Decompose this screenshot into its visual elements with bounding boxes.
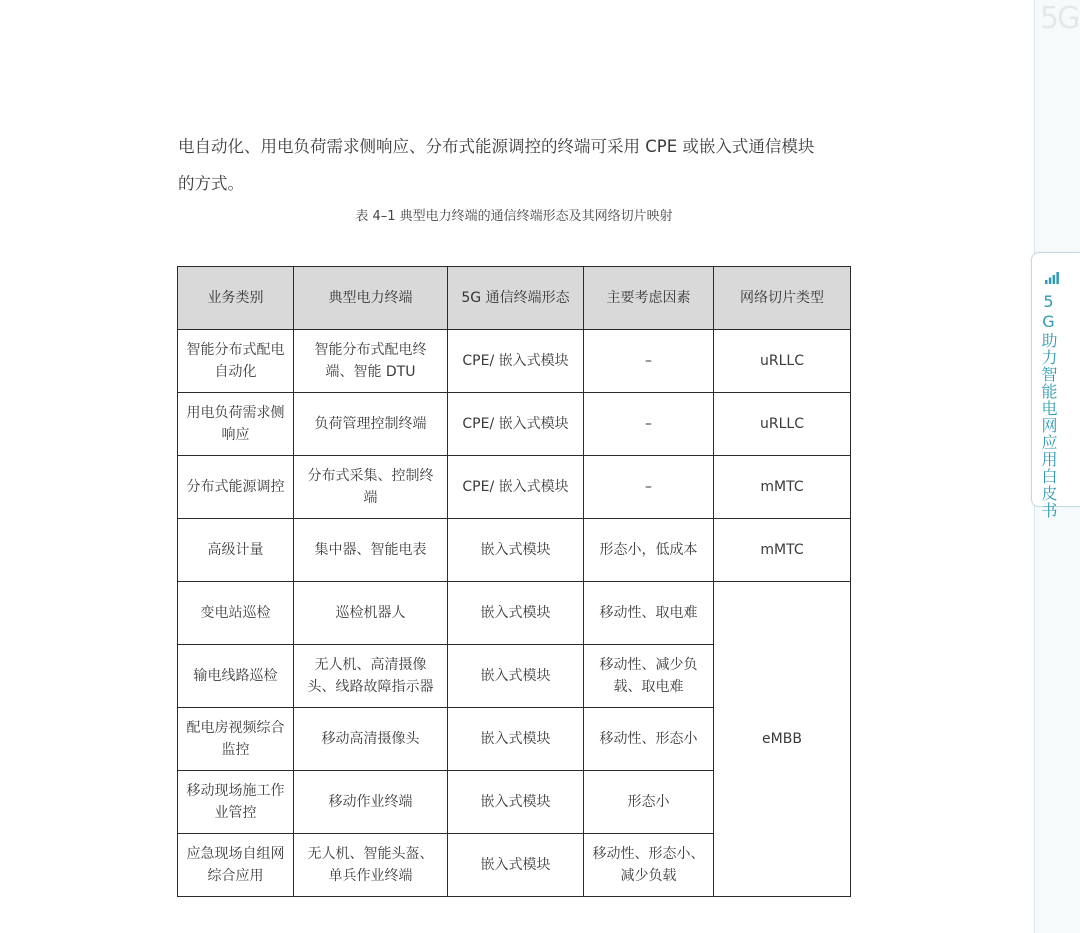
cell-slice-type: uRLLC (714, 393, 851, 456)
cell-typical-terminal: 分布式采集、控制终端 (294, 456, 448, 519)
header-typical-terminal: 典型电力终端 (294, 267, 448, 330)
cell-typical-terminal: 移动作业终端 (294, 771, 448, 834)
cell-typical-terminal: 无人机、高清摄像头、线路故障指示器 (294, 645, 448, 708)
table-row (178, 456, 851, 519)
table-row (178, 582, 851, 645)
header-slice-type: 网络切片类型 (714, 267, 851, 330)
cell-main-factors: – (584, 456, 714, 519)
cell-terminal-form: 嵌入式模块 (448, 582, 584, 645)
header-5g-terminal-form: 5G 通信终端形态 (448, 267, 584, 330)
table-row (178, 519, 851, 582)
cell-terminal-form: CPE/ 嵌入式模块 (448, 330, 584, 393)
cell-main-factors: 形态小 (584, 771, 714, 834)
cell-main-factors: 形态小，低成本 (584, 519, 714, 582)
cell-typical-terminal: 移动高清摄像头 (294, 708, 448, 771)
cell-typical-terminal: 无人机、智能头盔、单兵作业终端 (294, 834, 448, 897)
cell-typical-terminal: 负荷管理控制终端 (294, 393, 448, 456)
paragraph-line: 的方式。 (178, 174, 244, 193)
cell-typical-terminal: 集中器、智能电表 (294, 519, 448, 582)
table-row (178, 330, 851, 393)
cell-business-category: 变电站巡检 (178, 582, 294, 645)
cell-terminal-form: CPE/ 嵌入式模块 (448, 393, 584, 456)
cell-main-factors: 移动性、形态小 (584, 708, 714, 771)
side-document-title: 5G助力智能电网应用白皮书 (1039, 292, 1058, 519)
cell-terminal-form: 嵌入式模块 (448, 645, 584, 708)
cell-main-factors: 移动性、减少负载、取电难 (584, 645, 714, 708)
cell-slice-type: uRLLC (714, 330, 851, 393)
cell-business-category: 智能分布式配电自动化 (178, 330, 294, 393)
table-row (178, 393, 851, 456)
signal-bars-icon (1045, 272, 1059, 284)
cell-main-factors: – (584, 393, 714, 456)
cell-slice-type: mMTC (714, 519, 851, 582)
table-caption: 表 4–1 典型电力终端的通信终端形态及其网络切片映射 (355, 209, 673, 224)
body-paragraph (178, 128, 878, 202)
cell-business-category: 输电线路巡检 (178, 645, 294, 708)
cell-terminal-form: 嵌入式模块 (448, 771, 584, 834)
cell-business-category: 移动现场施工作业管控 (178, 771, 294, 834)
cell-business-category: 分布式能源调控 (178, 456, 294, 519)
cell-typical-terminal: 巡检机器人 (294, 582, 448, 645)
paragraph-line: 电自动化、用电负荷需求侧响应、分布式能源调控的终端可采用 CPE 或嵌入式通信模块 (178, 137, 815, 156)
cell-typical-terminal: 智能分布式配电终端、智能 DTU (294, 330, 448, 393)
cell-terminal-form: 嵌入式模块 (448, 834, 584, 897)
cell-business-category: 用电负荷需求侧响应 (178, 393, 294, 456)
header-business-category: 业务类别 (178, 267, 294, 330)
cell-main-factors: 移动性、形态小、减少负载 (584, 834, 714, 897)
side-top-mark: 5G (1040, 1, 1079, 36)
table-header-row (178, 267, 851, 330)
cell-slice-type-merged: eMBB (714, 582, 851, 897)
cell-main-factors: – (584, 330, 714, 393)
cell-business-category: 应急现场自组网综合应用 (178, 834, 294, 897)
cell-business-category: 高级计量 (178, 519, 294, 582)
cell-terminal-form: 嵌入式模块 (448, 708, 584, 771)
cell-terminal-form: CPE/ 嵌入式模块 (448, 456, 584, 519)
cell-slice-type: mMTC (714, 456, 851, 519)
cell-terminal-form: 嵌入式模块 (448, 519, 584, 582)
cell-business-category: 配电房视频综合监控 (178, 708, 294, 771)
header-main-factors: 主要考虑因素 (584, 267, 714, 330)
terminal-slice-table (177, 266, 851, 897)
cell-main-factors: 移动性、取电难 (584, 582, 714, 645)
